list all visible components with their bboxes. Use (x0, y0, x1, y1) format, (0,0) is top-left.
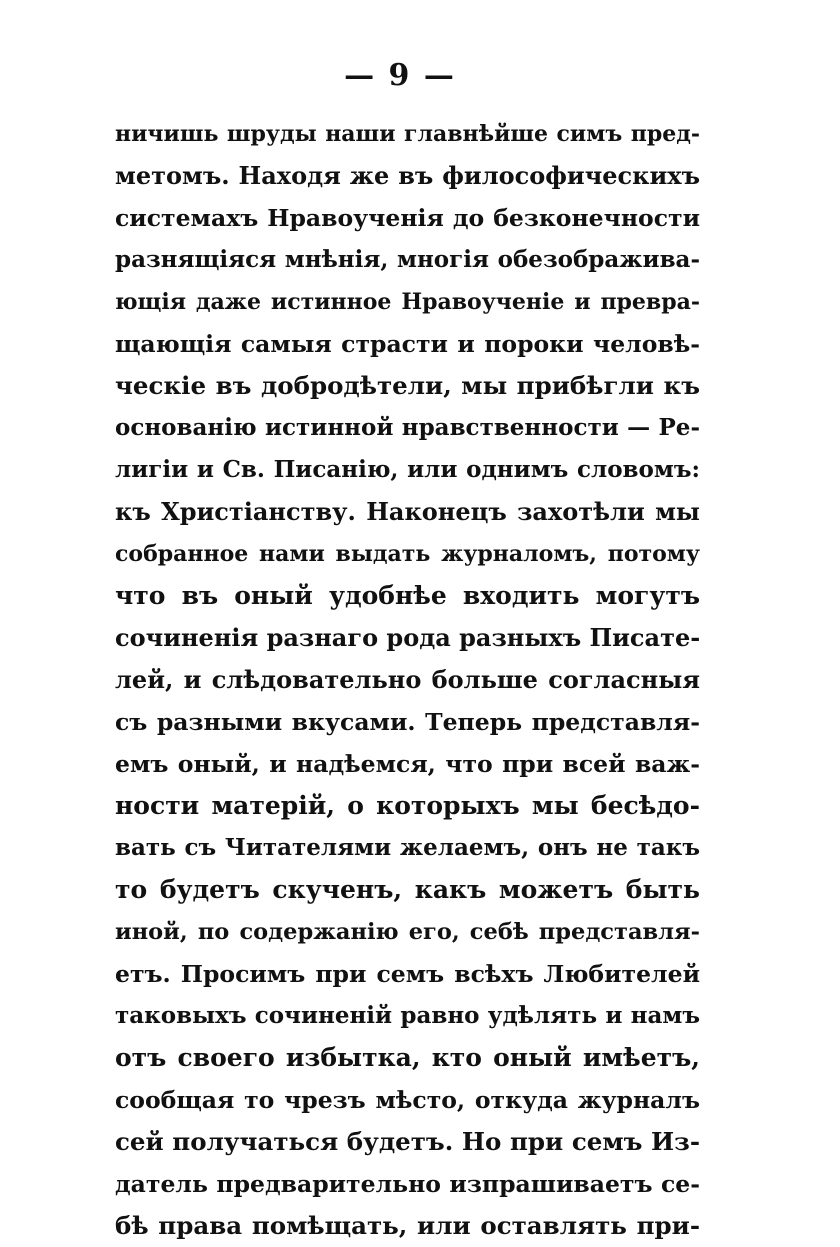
text-line: отъ своего избытка, кто оный имѣетъ, (115, 1043, 700, 1072)
text-line: то будетъ скученъ, какъ можетъ быть (115, 875, 700, 904)
text-line: датель предварительно изпрашиваетъ се- (115, 1170, 700, 1198)
text-line: съ разными вкусами. Теперь представля- (115, 708, 700, 736)
text-line: ности матерій, о которыхъ мы бесѣдо- (115, 791, 700, 820)
text-line: системахъ Нравоученія до безконечности (115, 204, 700, 232)
page-number-header: — 9 — (344, 58, 456, 93)
body-text (115, 113, 700, 1247)
text-line: ющія даже истинное Нравоученіе и превра- (115, 289, 700, 315)
text-line: метомъ. Находя же въ философическихъ (115, 161, 700, 190)
text-line: что въ оный удобнѣе входить могутъ (115, 581, 700, 610)
text-line: разнящіяся мнѣнія, многія обезображива- (115, 246, 700, 273)
text-line: лигіи и Св. Писанію, или однимъ словомъ: (115, 456, 700, 483)
text-line: основанію истинной нравственности — Ре- (115, 414, 700, 441)
text-line: щающія самыя страсти и пороки человѣ- (115, 330, 700, 358)
text-line: сочиненія разнаго рода разныхъ Писате- (115, 623, 701, 652)
text-line: лей, и слѣдовательно больше согласныя (115, 665, 700, 694)
text-line: собранное нами выдать журналомъ, потому (115, 541, 700, 567)
text-line: етъ. Просимъ при семъ всѣхъ Любителей (115, 960, 700, 988)
text-line: сей получаться будетъ. Но при семъ Из- (115, 1127, 700, 1156)
text-line: иной, по содержанію его, себѣ представля- (115, 919, 700, 945)
text-line: емъ оный, и надѣемся, что при всей важ- (115, 750, 700, 778)
text-line: ничишь шруды наши главнѣйше симъ пред- (115, 121, 700, 147)
text-line: сообщая то чрезъ мѣсто, откуда журналъ (115, 1086, 700, 1114)
text-line: бѣ права помѣщать, или оставлять при- (115, 1211, 700, 1240)
text-line: ческіе въ добродѣтели, мы прибѣгли къ (115, 371, 700, 400)
text-line: вать съ Читателями желаемъ, онъ не такъ (115, 834, 700, 861)
text-line: къ Христіанству. Наконецъ захотѣли мы (115, 497, 700, 526)
text-line: таковыхъ сочиненій равно удѣлять и намъ (115, 1002, 700, 1029)
